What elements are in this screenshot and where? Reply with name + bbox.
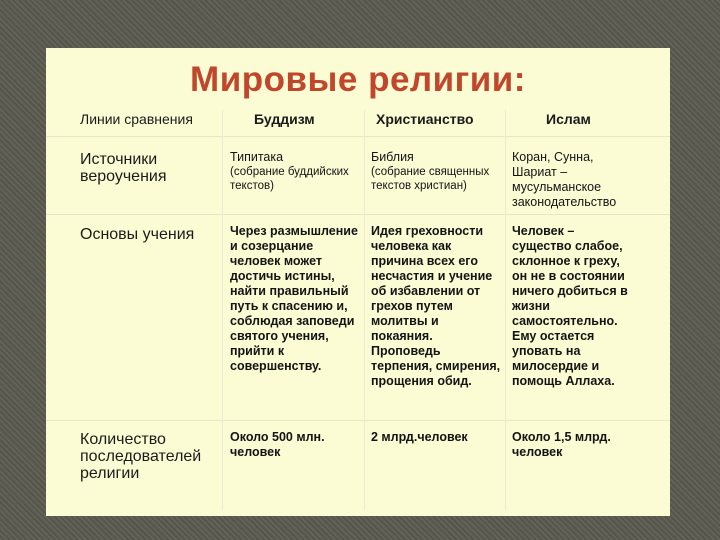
header-criteria: Линии сравнения <box>80 111 193 127</box>
header-rule <box>46 136 670 137</box>
slide <box>46 48 670 516</box>
cell-christianity-followers: 2 млрд.человек <box>371 430 468 444</box>
cell-christianity-sources <box>371 150 501 193</box>
cell-christianity-doctrine: Идея греховности человека как причина всех его несчастия и учение об избавлении от грехов путем молитвы и покаяния. Проповедь терпения, смирения, прощения обид. <box>371 224 501 388</box>
cell-islam-doctrine: Человек – существо слабое, склонное к греху, он не в состоянии ничего добиться в жизни самостоятельно. Ему остается уповать на милосердие и помощь Аллаха. <box>512 224 628 388</box>
cell-islam-followers: Около 1,5 млрд. человек <box>512 430 611 459</box>
cell-note-text: (собрание священных текстов христиан) <box>371 166 490 192</box>
cell-buddhism-sources <box>230 150 360 193</box>
header-christianity: Христианство <box>376 111 474 127</box>
cell-buddhism-followers: Около 500 млн. человек <box>230 430 325 459</box>
row-label-sources: Источники вероучения <box>80 151 167 185</box>
column-divider <box>222 110 223 510</box>
cell-note-text: (собрание буддийских текстов) <box>230 166 349 192</box>
header-buddhism: Буддизм <box>254 111 315 127</box>
column-divider <box>505 110 506 510</box>
row-rule <box>46 420 670 421</box>
cell-buddhism-doctrine: Через размышление и созерцание человек может достичь истины, найти правильный путь к спасению и, соблюдая заповеди святого учения, прийти к совершенству. <box>230 224 358 373</box>
cell-main-text: Библия <box>371 150 414 164</box>
slide-title: Мировые религии: <box>190 60 526 99</box>
row-label-followers: Количество последователей религии <box>80 431 202 482</box>
cell-main-text: Типитака <box>230 150 284 164</box>
header-islam: Ислам <box>546 111 591 127</box>
row-rule <box>46 214 670 215</box>
cell-islam-sources: Коран, Сунна, Шариат – мусульманское законодательство <box>512 150 617 209</box>
row-label-doctrine: Основы учения <box>80 226 195 243</box>
column-divider <box>364 110 365 510</box>
